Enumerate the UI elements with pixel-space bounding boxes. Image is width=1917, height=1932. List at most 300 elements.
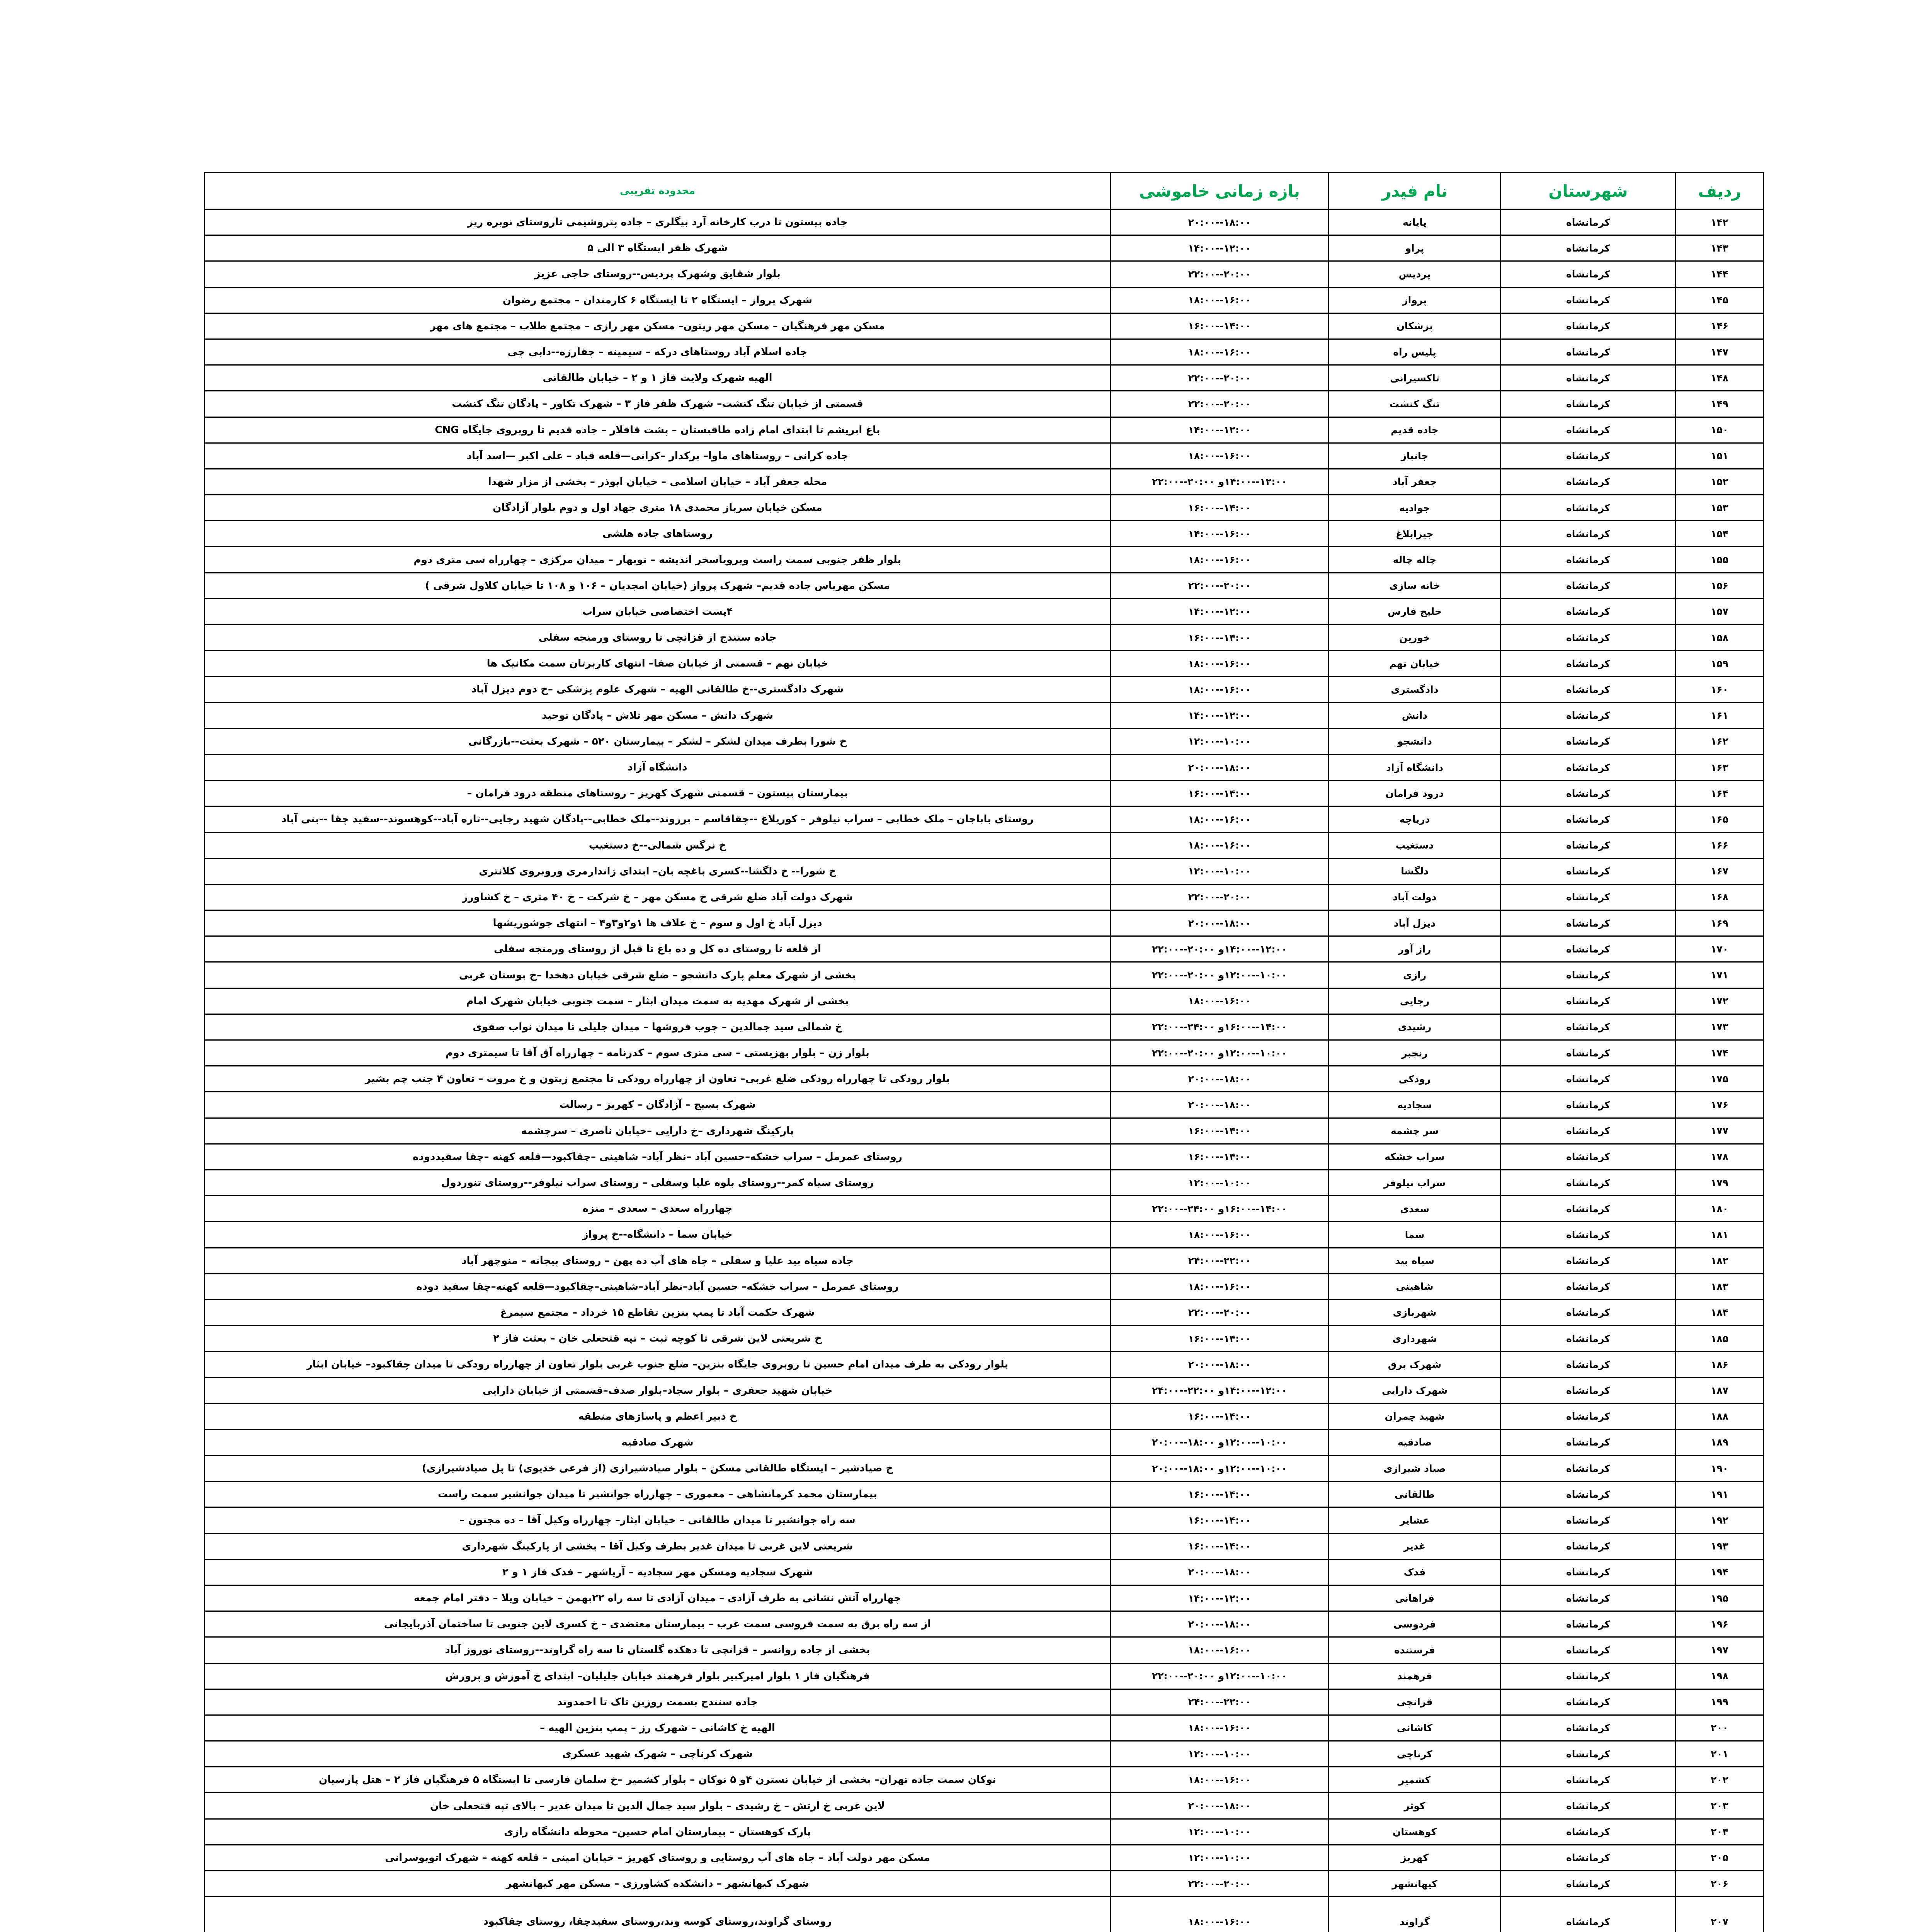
table-row	[205, 1326, 1764, 1352]
cell-row-number: ۱۵۱	[1676, 443, 1764, 469]
table-row	[205, 1637, 1764, 1663]
table-row	[205, 1481, 1764, 1507]
cell-approximate-area: روستای باباجان – ملک خطابی – سراب نیلوفر – کوریلاغ --چقاقاسم – برزوند--ملک خطابی--پادگان شهید رجایی--تازه آباد--کوهسوند--سفید چقا --بنی آباد	[205, 806, 1111, 832]
cell-county: کرمانشاه	[1501, 1741, 1676, 1767]
cell-row-number: ۱۹۱	[1676, 1481, 1764, 1507]
cell-approximate-area: روستای عمرمل – سراب خشکه– حسین آباد–نظر آباد–شاهینی–چقاکبود—قلعه کهنه–چقا سفید دوده	[205, 1274, 1111, 1299]
cell-outage-time-range: ۱۲:۰۰--۱۴:۰۰	[1111, 1585, 1329, 1611]
cell-feeder-name: غدیر	[1329, 1533, 1501, 1559]
cell-outage-time-range: ۲۲:۰۰--۲۴:۰۰	[1111, 1248, 1329, 1274]
cell-approximate-area: قسمتی از خیابان تنگ کنشت– شهرک ظفر فاز ۳ – شهرک تکاور – پادگان تنگ کنشت	[205, 391, 1111, 417]
cell-feeder-name: پلیس راه	[1329, 339, 1501, 365]
header-approximate-area: محدوده تقریبی	[205, 173, 1111, 209]
cell-feeder-name: کهریز	[1329, 1845, 1501, 1871]
cell-approximate-area: نوکان سمت جاده تهران– بخشی از خیابان نسترن ۴و ۵ نوکان – بلوار کشمیر –خ سلمان فارسی تا ایستگاه ۵ فرهنگیان فاز ۲ – هتل پارسیان	[205, 1767, 1111, 1793]
cell-feeder-name: قزانچی	[1329, 1689, 1501, 1715]
cell-row-number: ۲۰۵	[1676, 1845, 1764, 1871]
table-row	[205, 339, 1764, 365]
cell-feeder-name: فردوسی	[1329, 1611, 1501, 1637]
cell-feeder-name: دیزل آباد	[1329, 910, 1501, 936]
cell-county: کرمانشاه	[1501, 1767, 1676, 1793]
cell-feeder-name: سراب خشکه	[1329, 1144, 1501, 1170]
cell-feeder-name: پردیس	[1329, 261, 1501, 287]
table-row	[205, 936, 1764, 962]
cell-row-number: ۱۴۸	[1676, 365, 1764, 391]
cell-row-number: ۱۶۶	[1676, 832, 1764, 858]
cell-row-number: ۱۸۶	[1676, 1352, 1764, 1378]
cell-feeder-name: فدک	[1329, 1559, 1501, 1585]
cell-row-number: ۱۶۷	[1676, 858, 1764, 884]
cell-outage-time-range: ۱۸:۰۰--۲۰:۰۰	[1111, 754, 1329, 780]
cell-approximate-area: بلوار ظفر جنوبی سمت راست وبرویاسخر اندیشه – نوبهار – میدان مرکزی – چهارراه سی متری دوم	[205, 547, 1111, 573]
cell-row-number: ۲۰۷	[1676, 1897, 1764, 1932]
cell-outage-time-range: ۲۰:۰۰--۲۲:۰۰	[1111, 884, 1329, 910]
cell-county: کرمانشاه	[1501, 1144, 1676, 1170]
cell-row-number: ۱۸۳	[1676, 1274, 1764, 1299]
cell-feeder-name: کوثر	[1329, 1793, 1501, 1819]
cell-approximate-area: جاده سنندج از قزانچی تا روستای ورمنجه سفلی	[205, 625, 1111, 651]
cell-feeder-name: کرناچی	[1329, 1741, 1501, 1767]
cell-outage-time-range: ۲۰:۰۰--۲۲:۰۰	[1111, 1871, 1329, 1897]
cell-outage-time-range: ۱۴:۰۰--۱۶:۰۰	[1111, 1481, 1329, 1507]
cell-outage-time-range: ۱۶:۰۰--۱۸:۰۰	[1111, 547, 1329, 573]
cell-approximate-area: سه راه جوانشیر تا میدان طالقانی – خیابان ابثار– چهارراه وکیل آقا – ده مجنون –	[205, 1507, 1111, 1533]
table-row	[205, 962, 1764, 988]
cell-county: کرمانشاه	[1501, 702, 1676, 728]
cell-approximate-area: لاین غربی خ ارتش – خ رشیدی – بلوار سید جمال الدین تا میدان غدیر – بالای تپه قتحعلی خان	[205, 1793, 1111, 1819]
cell-feeder-name: شهربازی	[1329, 1299, 1501, 1325]
table-row	[205, 599, 1764, 624]
cell-county: کرمانشاه	[1501, 832, 1676, 858]
cell-county: کرمانشاه	[1501, 1663, 1676, 1689]
cell-county: کرمانشاه	[1501, 547, 1676, 573]
cell-feeder-name: پراو	[1329, 235, 1501, 261]
cell-approximate-area: الهیه شهرک ولایت فاز ۱ و ۲ – خیابان طالقانی	[205, 365, 1111, 391]
cell-feeder-name: سعدی	[1329, 1196, 1501, 1222]
table-row	[205, 521, 1764, 547]
cell-feeder-name: دستغیب	[1329, 832, 1501, 858]
cell-outage-time-range: ۱۶:۰۰--۱۸:۰۰	[1111, 443, 1329, 469]
cell-approximate-area: شهرک حکمت آباد تا پمپ بنزین تقاطع ۱۵ خرداد – مجتمع سیمرغ	[205, 1299, 1111, 1325]
cell-feeder-name: دانشگاه آزاد	[1329, 754, 1501, 780]
cell-feeder-name: راز آور	[1329, 936, 1501, 962]
cell-row-number: ۱۴۶	[1676, 313, 1764, 339]
cell-feeder-name: عشایر	[1329, 1507, 1501, 1533]
table-row	[205, 1611, 1764, 1637]
cell-outage-time-range: ۱۶:۰۰--۱۸:۰۰	[1111, 1274, 1329, 1299]
table-row	[205, 209, 1764, 235]
cell-row-number: ۱۹۷	[1676, 1637, 1764, 1663]
cell-row-number: ۱۶۰	[1676, 677, 1764, 702]
cell-approximate-area: فرهنگیان فاز ۱ بلوار امیرکبیر بلوار فرهمند خیابان جلیلیان– ابتدای خ آموزش و پرورش	[205, 1663, 1111, 1689]
cell-row-number: ۱۶۹	[1676, 910, 1764, 936]
cell-approximate-area: باغ ابریشم تا ابتدای امام زاده طاقبستان – پشت قاقلار – جاده قدیم تا روبروی جایگاه CNG	[205, 417, 1111, 443]
cell-outage-time-range: ۱۲:۰۰--۱۴:۰۰	[1111, 235, 1329, 261]
cell-approximate-area: شهرک دولت آباد ضلع شرقی خ مسکن مهر – خ شرکت – خ ۴۰ متری – خ کشاورز	[205, 884, 1111, 910]
cell-approximate-area: دانشگاه آزاد	[205, 754, 1111, 780]
cell-approximate-area: خ نرگس شمالی--خ دستغیب	[205, 832, 1111, 858]
cell-row-number: ۱۷۰	[1676, 936, 1764, 962]
cell-county: کرمانشاه	[1501, 287, 1676, 313]
cell-approximate-area: الهیه خ کاشانی – شهرک رز – پمپ بنزین الهیه –	[205, 1715, 1111, 1741]
table-row	[205, 702, 1764, 728]
cell-county: کرمانشاه	[1501, 1456, 1676, 1481]
cell-outage-time-range: ۱۲:۰۰--۱۴:۰۰و ۲۲:۰۰--۲۴:۰۰	[1111, 1378, 1329, 1403]
cell-county: کرمانشاه	[1501, 1326, 1676, 1352]
cell-outage-time-range: ۲۰:۰۰--۲۲:۰۰	[1111, 573, 1329, 599]
cell-outage-time-range: ۱۸:۰۰--۲۰:۰۰	[1111, 209, 1329, 235]
cell-row-number: ۱۷۱	[1676, 962, 1764, 988]
cell-outage-time-range: ۱۲:۰۰--۱۴:۰۰و ۲۰:۰۰--۲۲:۰۰	[1111, 936, 1329, 962]
table-row	[205, 365, 1764, 391]
table-row	[205, 1559, 1764, 1585]
cell-feeder-name: رودکی	[1329, 1066, 1501, 1092]
cell-approximate-area: شهرک دانش – مسکن مهر تلاش – پادگان توحید	[205, 702, 1111, 728]
cell-county: کرمانشاه	[1501, 1793, 1676, 1819]
cell-feeder-name: جیرابلاغ	[1329, 521, 1501, 547]
cell-approximate-area: جاده کرانی – روستاهای ماوا– برکدار –کرانی—قلعه قباد – علی اکبر —اسد آباد	[205, 443, 1111, 469]
cell-feeder-name: پزشکان	[1329, 313, 1501, 339]
cell-county: کرمانشاه	[1501, 754, 1676, 780]
cell-approximate-area: خ شورا بطرف میدان لشکر – لشکر – بیمارستان ۵۲۰ – شهرک بعثت--بازرگانی	[205, 728, 1111, 754]
cell-feeder-name: فرستنده	[1329, 1637, 1501, 1663]
header-row	[205, 173, 1764, 209]
cell-county: کرمانشاه	[1501, 1533, 1676, 1559]
cell-row-number: ۱۷۹	[1676, 1170, 1764, 1196]
table-row	[205, 1819, 1764, 1845]
table-row	[205, 391, 1764, 417]
table-row	[205, 1663, 1764, 1689]
table-row	[205, 1196, 1764, 1222]
cell-outage-time-range: ۱۸:۰۰--۲۰:۰۰	[1111, 1611, 1329, 1637]
table-row	[205, 1585, 1764, 1611]
cell-outage-time-range: ۱۰:۰۰--۱۲:۰۰و ۲۰:۰۰--۲۲:۰۰	[1111, 962, 1329, 988]
cell-county: کرمانشاه	[1501, 858, 1676, 884]
cell-feeder-name: سما	[1329, 1222, 1501, 1248]
cell-county: کرمانشاه	[1501, 1637, 1676, 1663]
cell-county: کرمانشاه	[1501, 677, 1676, 702]
cell-outage-time-range: ۱۶:۰۰--۱۸:۰۰	[1111, 339, 1329, 365]
cell-outage-time-range: ۱۸:۰۰--۲۰:۰۰	[1111, 1559, 1329, 1585]
cell-row-number: ۱۸۵	[1676, 1326, 1764, 1352]
cell-outage-time-range: ۱۶:۰۰--۱۸:۰۰	[1111, 1715, 1329, 1741]
cell-row-number: ۱۵۳	[1676, 495, 1764, 521]
cell-feeder-name: دریاچه	[1329, 806, 1501, 832]
cell-county: کرمانشاه	[1501, 728, 1676, 754]
cell-approximate-area: خیابان شهید جعفری – بلوار سجاد–بلوار صدف–قسمتی از خیابان دارایی	[205, 1378, 1111, 1403]
cell-feeder-name: خلیج فارس	[1329, 599, 1501, 624]
cell-feeder-name: شهرداری	[1329, 1326, 1501, 1352]
cell-feeder-name: شهرک برق	[1329, 1352, 1501, 1378]
cell-approximate-area: بلوار رودکی تا چهارراه رودکی ضلع غربی– تعاون از چهارراه رودکی تا مجتمع زیتون و خ مروت – تعاون ۴ جنب چم بشیر	[205, 1066, 1111, 1092]
cell-county: کرمانشاه	[1501, 1819, 1676, 1845]
cell-approximate-area: بخشی از شهرک مهدیه به سمت میدان ابثار – سمت جنوبی خیابان شهرک امام	[205, 988, 1111, 1014]
cell-feeder-name: دادگستری	[1329, 677, 1501, 702]
table-row	[205, 1118, 1764, 1144]
cell-approximate-area: بلوار رودکی به طرف میدان امام حسین تا روبروی جایگاه بنزین– ضلع جنوب غربی بلوار تعاون از چهارراه رودکی تا میدان چقاکبود– خیابان ابثار	[205, 1352, 1111, 1378]
cell-county: کرمانشاه	[1501, 936, 1676, 962]
cell-county: کرمانشاه	[1501, 1481, 1676, 1507]
cell-outage-time-range: ۲۰:۰۰--۲۲:۰۰	[1111, 391, 1329, 417]
cell-outage-time-range: ۲۲:۰۰--۲۴:۰۰	[1111, 1689, 1329, 1715]
cell-row-number: ۱۸۸	[1676, 1403, 1764, 1429]
cell-county: کرمانشاه	[1501, 1559, 1676, 1585]
cell-county: کرمانشاه	[1501, 962, 1676, 988]
table-row	[205, 754, 1764, 780]
cell-outage-time-range: ۱۴:۰۰--۱۶:۰۰	[1111, 495, 1329, 521]
cell-outage-time-range: ۱۰:۰۰--۱۲:۰۰و ۱۸:۰۰--۲۰:۰۰	[1111, 1429, 1329, 1455]
cell-row-number: ۱۴۵	[1676, 287, 1764, 313]
cell-outage-time-range: ۱۶:۰۰--۱۸:۰۰	[1111, 832, 1329, 858]
table-row	[205, 1507, 1764, 1533]
cell-county: کرمانشاه	[1501, 1507, 1676, 1533]
cell-approximate-area: بیمارستان بیستون – قسمتی شهرک کهریز – روستاهای منطقه درود فرامان –	[205, 781, 1111, 806]
cell-county: کرمانشاه	[1501, 625, 1676, 651]
table-row	[205, 1066, 1764, 1092]
cell-county: کرمانشاه	[1501, 1845, 1676, 1871]
table-row	[205, 261, 1764, 287]
cell-county: کرمانشاه	[1501, 417, 1676, 443]
table-row	[205, 469, 1764, 495]
cell-outage-time-range: ۱۰:۰۰--۱۲:۰۰و ۲۰:۰۰--۲۲:۰۰	[1111, 1663, 1329, 1689]
cell-row-number: ۲۰۲	[1676, 1767, 1764, 1793]
cell-county: کرمانشاه	[1501, 1222, 1676, 1248]
cell-row-number: ۱۷۸	[1676, 1144, 1764, 1170]
table-row	[205, 1429, 1764, 1455]
cell-county: کرمانشاه	[1501, 599, 1676, 624]
cell-outage-time-range: ۱۶:۰۰--۱۸:۰۰	[1111, 677, 1329, 702]
cell-county: کرمانشاه	[1501, 1014, 1676, 1040]
cell-approximate-area: شهرک ظفر ایستگاه ۳ الی ۵	[205, 235, 1111, 261]
cell-feeder-name: فرهمند	[1329, 1663, 1501, 1689]
cell-feeder-name: شاهینی	[1329, 1274, 1501, 1299]
cell-feeder-name: کیهانشهر	[1329, 1871, 1501, 1897]
cell-row-number: ۱۵۲	[1676, 469, 1764, 495]
cell-outage-time-range: ۱۸:۰۰--۲۰:۰۰	[1111, 910, 1329, 936]
table-row	[205, 1897, 1764, 1932]
cell-county: کرمانشاه	[1501, 988, 1676, 1014]
cell-outage-time-range: ۱۲:۰۰--۱۴:۰۰	[1111, 417, 1329, 443]
table-row	[205, 1248, 1764, 1274]
cell-outage-time-range: ۱۰:۰۰--۱۲:۰۰	[1111, 1741, 1329, 1767]
cell-outage-time-range: ۱۴:۰۰--۱۶:۰۰	[1111, 1507, 1329, 1533]
cell-outage-time-range: ۱۰:۰۰--۱۲:۰۰و ۱۸:۰۰--۲۰:۰۰	[1111, 1456, 1329, 1481]
cell-outage-time-range: ۱۶:۰۰--۱۸:۰۰	[1111, 651, 1329, 677]
cell-feeder-name: سیاه بید	[1329, 1248, 1501, 1274]
cell-row-number: ۱۹۶	[1676, 1611, 1764, 1637]
table-row	[205, 417, 1764, 443]
cell-county: کرمانشاه	[1501, 261, 1676, 287]
cell-feeder-name: کاشانی	[1329, 1715, 1501, 1741]
cell-row-number: ۱۹۵	[1676, 1585, 1764, 1611]
cell-outage-time-range: ۱۰:۰۰--۱۲:۰۰	[1111, 728, 1329, 754]
cell-approximate-area: پارکینگ شهرداری –خ دارایی –خیابان ناصری – سرچشمه	[205, 1118, 1111, 1144]
cell-county: کرمانشاه	[1501, 573, 1676, 599]
cell-row-number: ۱۵۵	[1676, 547, 1764, 573]
cell-row-number: ۱۵۴	[1676, 521, 1764, 547]
cell-row-number: ۱۴۲	[1676, 209, 1764, 235]
cell-row-number: ۱۸۴	[1676, 1299, 1764, 1325]
table-row	[205, 1456, 1764, 1481]
cell-approximate-area: پارک کوهستان – بیمارستان امام حسین– محوطه دانشگاه رازی	[205, 1819, 1111, 1845]
cell-row-number: ۱۵۹	[1676, 651, 1764, 677]
cell-outage-time-range: ۱۶:۰۰--۱۸:۰۰	[1111, 1767, 1329, 1793]
cell-county: کرمانشاه	[1501, 235, 1676, 261]
cell-outage-time-range: ۱۶:۰۰--۱۸:۰۰	[1111, 1222, 1329, 1248]
cell-outage-time-range: ۱۲:۰۰--۱۴:۰۰	[1111, 702, 1329, 728]
cell-feeder-name: جانباز	[1329, 443, 1501, 469]
cell-outage-time-range: ۱۰:۰۰--۱۲:۰۰و ۲۰:۰۰--۲۲:۰۰	[1111, 1040, 1329, 1066]
table-row	[205, 910, 1764, 936]
cell-row-number: ۱۷۴	[1676, 1040, 1764, 1066]
cell-row-number: ۱۹۴	[1676, 1559, 1764, 1585]
table-row	[205, 1871, 1764, 1897]
cell-row-number: ۱۸۹	[1676, 1429, 1764, 1455]
cell-row-number: ۲۰۱	[1676, 1741, 1764, 1767]
cell-row-number: ۲۰۶	[1676, 1871, 1764, 1897]
cell-county: کرمانشاه	[1501, 884, 1676, 910]
cell-approximate-area: بلوار شقایق وشهرک پردیس--روستای حاجی عزیز	[205, 261, 1111, 287]
cell-approximate-area: از قلعه تا روستای ده کل و ده باغ تا قبل از روستای ورمنجه سفلی	[205, 936, 1111, 962]
cell-row-number: ۱۹۲	[1676, 1507, 1764, 1533]
table-row	[205, 728, 1764, 754]
cell-row-number: ۲۰۰	[1676, 1715, 1764, 1741]
cell-outage-time-range: ۱۶:۰۰--۱۸:۰۰	[1111, 806, 1329, 832]
cell-county: کرمانشاه	[1501, 1248, 1676, 1274]
cell-approximate-area: شهرک بسیج – آزادگان – کهریز – رسالت	[205, 1092, 1111, 1118]
cell-outage-time-range: ۱۴:۰۰--۱۶:۰۰و ۲۴:۰۰--۲۲:۰۰	[1111, 1014, 1329, 1040]
cell-county: کرمانشاه	[1501, 651, 1676, 677]
cell-county: کرمانشاه	[1501, 1715, 1676, 1741]
table-row	[205, 1689, 1764, 1715]
cell-outage-time-range: ۱۴:۰۰--۱۶:۰۰	[1111, 1144, 1329, 1170]
cell-outage-time-range: ۱۰:۰۰--۱۲:۰۰	[1111, 858, 1329, 884]
cell-outage-time-range: ۱۶:۰۰--۱۸:۰۰	[1111, 287, 1329, 313]
cell-row-number: ۱۷۶	[1676, 1092, 1764, 1118]
cell-feeder-name: تنگ کنشت	[1329, 391, 1501, 417]
cell-approximate-area: روستاهای جاده هلشی	[205, 521, 1111, 547]
cell-approximate-area: مسکن مهر فرهنگیان – مسکن مهر زیتون– مسکن مهر رازی – مجتمع طلاب – مجتمع های مهر	[205, 313, 1111, 339]
cell-outage-time-range: ۱۸:۰۰--۲۰:۰۰	[1111, 1092, 1329, 1118]
cell-approximate-area: جاده سنندج بسمت روزبن تاک تا احمدوند	[205, 1689, 1111, 1715]
cell-approximate-area: جاده اسلام آباد روستاهای درکه – سیمینه – چقارزه--دابی چی	[205, 339, 1111, 365]
cell-outage-time-range: ۲۰:۰۰--۲۲:۰۰	[1111, 1299, 1329, 1325]
cell-row-number: ۱۹۸	[1676, 1663, 1764, 1689]
table-row	[205, 443, 1764, 469]
cell-approximate-area: روستای عمرمل – سراب خشکه–حسین آباد –نظر آباد– شاهینی –چقاکبود—قلعه کهنه –چقا سفیددوده	[205, 1144, 1111, 1170]
cell-outage-time-range: ۱۶:۰۰--۱۴:۰۰	[1111, 521, 1329, 547]
table-row	[205, 1299, 1764, 1325]
cell-outage-time-range: ۱۰:۰۰--۱۲:۰۰	[1111, 1845, 1329, 1871]
cell-row-number: ۱۴۳	[1676, 235, 1764, 261]
cell-row-number: ۲۰۳	[1676, 1793, 1764, 1819]
cell-approximate-area: خ شریعتی لاین شرقی تا کوچه ثبت – تپه قتحعلی خان – بعثت فاز ۲	[205, 1326, 1111, 1352]
table-row	[205, 235, 1764, 261]
cell-feeder-name: دولت آباد	[1329, 884, 1501, 910]
cell-county: کرمانشاه	[1501, 469, 1676, 495]
cell-approximate-area: از سه راه برق به سمت فروسی سمت غرب – بیمارستان معتضدی – خ کسری لاین جنوبی تا ساختمان آذربایجانی	[205, 1611, 1111, 1637]
table-row	[205, 1092, 1764, 1118]
cell-approximate-area: بلوار زن – بلوار بهزیستی – سی متری سوم – کدرنامه – چهارراه آق آقا تا سیمتری دوم	[205, 1040, 1111, 1066]
table-row	[205, 287, 1764, 313]
cell-county: کرمانشاه	[1501, 209, 1676, 235]
cell-county: کرمانشاه	[1501, 1170, 1676, 1196]
cell-county: کرمانشاه	[1501, 1118, 1676, 1144]
cell-county: کرمانشاه	[1501, 1403, 1676, 1429]
cell-outage-time-range: ۲۰:۰۰--۲۲:۰۰	[1111, 365, 1329, 391]
cell-row-number: ۲۰۴	[1676, 1819, 1764, 1845]
table-row	[205, 1767, 1764, 1793]
cell-county: کرمانشاه	[1501, 1585, 1676, 1611]
cell-approximate-area: ۴پست اختصاصی خیابان سراب	[205, 599, 1111, 624]
table-row	[205, 651, 1764, 677]
cell-approximate-area: خیابان سما – دانشگاه--خ پرواز	[205, 1222, 1111, 1248]
cell-feeder-name: رازی	[1329, 962, 1501, 988]
table-row	[205, 677, 1764, 702]
cell-row-number: ۱۸۱	[1676, 1222, 1764, 1248]
cell-outage-time-range: ۱۸:۰۰--۲۰:۰۰	[1111, 1066, 1329, 1092]
table-row	[205, 1222, 1764, 1248]
cell-county: کرمانشاه	[1501, 1352, 1676, 1378]
cell-approximate-area: شهرک کرناچی – شهرک شهید عسکری	[205, 1741, 1111, 1767]
cell-feeder-name: پرواز	[1329, 287, 1501, 313]
cell-county: کرمانشاه	[1501, 1274, 1676, 1299]
cell-outage-time-range: ۱۶:۰۰--۱۸:۰۰	[1111, 1637, 1329, 1663]
cell-row-number: ۱۸۷	[1676, 1378, 1764, 1403]
cell-county: کرمانشاه	[1501, 1611, 1676, 1637]
cell-county: کرمانشاه	[1501, 1066, 1676, 1092]
cell-approximate-area: خ شمالی سید جمالدین – چوب فروشها – میدان جلیلی تا میدان نواب صفوی	[205, 1014, 1111, 1040]
table-row	[205, 884, 1764, 910]
cell-feeder-name: صادقیه	[1329, 1429, 1501, 1455]
cell-county: کرمانشاه	[1501, 1196, 1676, 1222]
cell-approximate-area: چهارراه سعدی – سعدی – منزه	[205, 1196, 1111, 1222]
cell-row-number: ۱۸۲	[1676, 1248, 1764, 1274]
cell-outage-time-range: ۱۴:۰۰--۱۶:۰۰	[1111, 313, 1329, 339]
cell-row-number: ۱۹۹	[1676, 1689, 1764, 1715]
cell-row-number: ۱۶۱	[1676, 702, 1764, 728]
cell-row-number: ۱۷۵	[1676, 1066, 1764, 1092]
cell-county: کرمانشاه	[1501, 521, 1676, 547]
cell-approximate-area: شهرک دادگستری--خ طالقانی الهیه – شهرک علوم پزشکی –خ دوم دیزل آباد	[205, 677, 1111, 702]
table-row	[205, 1741, 1764, 1767]
cell-approximate-area: خیابان نهم – قسمتی از خیابان صفا– انتهای کاربرتان سمت مکانیک ها	[205, 651, 1111, 677]
cell-approximate-area: روستای سیاه کمر--روستای بلوه علیا وسفلی – روستای سراب نیلوفر--روستای تنوردول	[205, 1170, 1111, 1196]
table-row	[205, 1715, 1764, 1741]
cell-feeder-name: جعفر آباد	[1329, 469, 1501, 495]
table-row	[205, 573, 1764, 599]
cell-outage-time-range: ۱۸:۰۰--۲۰:۰۰	[1111, 1793, 1329, 1819]
table-row	[205, 1274, 1764, 1299]
cell-feeder-name: جاده قدیم	[1329, 417, 1501, 443]
cell-row-number: ۱۹۰	[1676, 1456, 1764, 1481]
cell-county: کرمانشاه	[1501, 1092, 1676, 1118]
cell-feeder-name: خورین	[1329, 625, 1501, 651]
cell-approximate-area: خ دبیر اعظم و پاساژهای منطقه	[205, 1403, 1111, 1429]
table-row	[205, 1793, 1764, 1819]
cell-row-number: ۱۶۸	[1676, 884, 1764, 910]
cell-row-number: ۱۵۰	[1676, 417, 1764, 443]
cell-county: کرمانشاه	[1501, 339, 1676, 365]
cell-outage-time-range: ۱۰:۰۰--۱۲:۰۰	[1111, 1170, 1329, 1196]
cell-approximate-area: شریعتی لاین غربی تا میدان غدیر بطرف وکیل آقا – بخشی از پارکینگ شهرداری	[205, 1533, 1111, 1559]
cell-approximate-area: شهرک پرواز – ایستگاه ۲ تا ایستگاه ۶ کارمندان – مجتمع رضوان	[205, 287, 1111, 313]
cell-outage-time-range: ۱۶:۰۰--۱۸:۰۰	[1111, 988, 1329, 1014]
cell-feeder-name: رجایی	[1329, 988, 1501, 1014]
cell-feeder-name: سراب نیلوفر	[1329, 1170, 1501, 1196]
table-row	[205, 1144, 1764, 1170]
cell-feeder-name: خانه سازی	[1329, 573, 1501, 599]
